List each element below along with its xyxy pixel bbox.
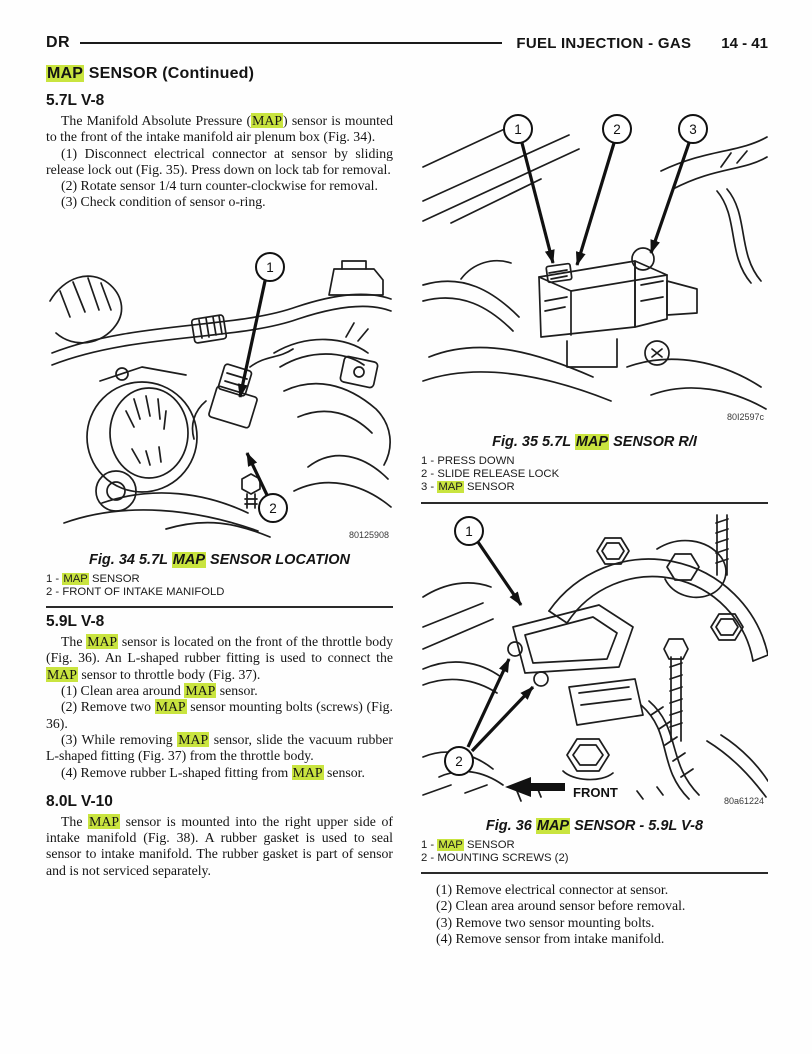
paragraph-5-7-intro: The Manifold Absolute Pressure (MAP) sensor is mounted to the front of the intake manifold air plenum box (Fig. 34). (46, 113, 393, 145)
figure-34-drawing (46, 241, 393, 541)
column-rule (421, 872, 768, 874)
paragraph-5-9-intro: The MAP sensor is located on the front of the throttle body (Fig. 36). An L-shaped rubber fitting is used to connect the MAP sensor to throttle body (Fig. 37). (46, 634, 393, 682)
right-column (421, 105, 768, 947)
step-right-2: (2) Clean area around sensor before removal. (436, 898, 686, 914)
callout-arrow-1 (478, 542, 521, 605)
step-5-9-4: (4) Remove rubber L-shaped fitting from MAP sensor. (61, 764, 365, 780)
callout-1-number: 1 (266, 259, 274, 275)
paragraph-8-0-intro: The MAP sensor is mounted into the right upper side of intake manifold (Fig. 38). A rubber gasket is used to seal sensor to intake manifold. The rubber gasket is part of sensor and is not serviced separately. (46, 813, 393, 878)
engine-line-art (423, 515, 768, 801)
figure-36-id: 80a61224 (723, 795, 764, 806)
figure-35-id: 80I2597c (726, 412, 764, 422)
heading-5-9l-v8: 5.9L V-8 (46, 613, 105, 631)
figure-36-legend (421, 839, 768, 865)
callout-1-number: 1 (514, 122, 522, 137)
front-arrow-shaft (531, 783, 565, 791)
page-header (46, 34, 768, 52)
step-5-7-3: (3) Check condition of sensor o-ring. (61, 194, 266, 210)
legend-item: 2 - MOUNTING SCREWS (2) (421, 851, 569, 864)
callout-arrow-1 (522, 143, 553, 263)
step-right-3: (3) Remove two sensor mounting bolts. (436, 914, 655, 930)
front-label: FRONT (573, 784, 618, 800)
figure-34-caption: Fig. 34 5.7L MAP SENSOR LOCATION (89, 551, 350, 568)
column-rule (421, 502, 768, 504)
callout-arrow-1 (240, 281, 265, 397)
page-number: 14 - 41 (721, 34, 768, 52)
figure-35-legend (421, 455, 768, 495)
page-title: MAP SENSOR (Continued) (47, 65, 255, 82)
doc-code: DR (46, 34, 71, 51)
figure-35 (421, 105, 768, 504)
engine-line-art (50, 261, 391, 537)
callout-1-number: 1 (465, 523, 473, 539)
step-right-4: (4) Remove sensor from intake manifold. (436, 930, 665, 946)
step-right-1: (1) Remove electrical connector at sensor. (436, 882, 669, 898)
callout-2-number: 2 (613, 122, 621, 137)
callout-arrow-3 (651, 143, 689, 253)
legend-item: 1 - MAP SENSOR (421, 838, 515, 851)
figure-34-id: 80125908 (348, 529, 389, 540)
figure-34-legend (46, 573, 393, 599)
figure-36-caption: Fig. 36 MAP SENSOR - 5.9L V-8 (485, 817, 704, 834)
callout-2-number: 2 (269, 500, 277, 516)
figure-36 (421, 509, 768, 874)
legend-item: 2 - SLIDE RELEASE LOCK (421, 468, 560, 481)
callout-2-number: 2 (455, 753, 463, 769)
step-5-9-2: (2) Remove two MAP sensor mounting bolts (screws) (Fig. 36). (46, 699, 393, 731)
step-5-7-2: (2) Rotate sensor 1/4 turn counter-clockwise for removal. (61, 178, 378, 194)
step-5-9-3: (3) While removing MAP sensor, slide the vacuum rubber L-shaped fitting (Fig. 37) from the throttle body. (46, 731, 393, 764)
step-5-7-1: (1) Disconnect electrical connector at sensor by sliding release lock out (Fig. 35). Press down on lock tab for removal. (46, 145, 393, 177)
legend-item: 3 - MAP SENSOR (421, 481, 515, 494)
figure-35-caption: Fig. 35 5.7L MAP SENSOR R/I (492, 434, 697, 450)
legend-item: 2 - FRONT OF INTAKE MANIFOLD (46, 585, 225, 598)
removal-steps (421, 882, 768, 947)
figure-35-drawing (421, 105, 768, 423)
left-column (46, 92, 393, 947)
header-rule (80, 42, 502, 44)
callout-arrow-2 (577, 143, 614, 265)
legend-item: 1 - PRESS DOWN (421, 455, 515, 467)
column-rule (46, 606, 393, 608)
heading-8-0l-v10: 8.0L V-10 (46, 792, 113, 810)
figure-36-drawing (421, 509, 768, 807)
step-5-9-1: (1) Clean area around MAP sensor. (61, 683, 258, 699)
legend-item: 1 - MAP SENSOR (46, 572, 140, 585)
figure-34 (46, 241, 393, 608)
heading-5-7l-v8: 5.7L V-8 (46, 92, 105, 109)
callout-3-number: 3 (689, 122, 697, 137)
engine-line-art (423, 127, 767, 409)
header-section-title: FUEL INJECTION - GAS (516, 34, 692, 52)
